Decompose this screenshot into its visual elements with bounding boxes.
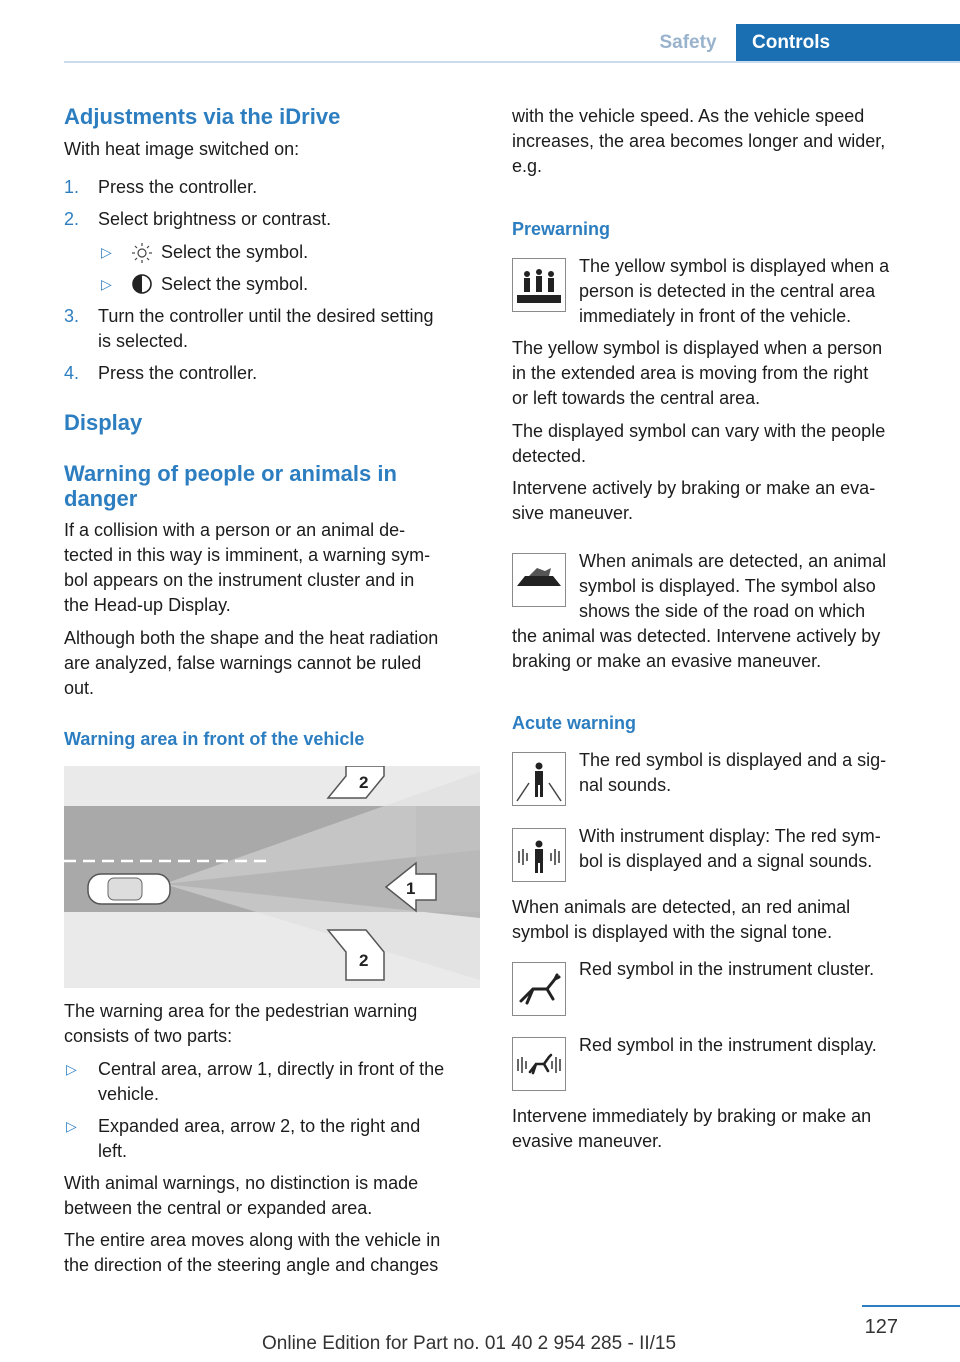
- bullet-central-area: Central area, arrow 1, directly in front of the vehicle.: [98, 1059, 445, 1104]
- paragraph-entire-area: The entire area moves along with the vehicle in the direction of the steering angle and changes: [64, 1230, 441, 1275]
- car-icon: [88, 874, 170, 904]
- step-number: 3.: [64, 306, 80, 326]
- bullet-expanded-area: Expanded area, arrow 2, to the right and left.: [98, 1116, 421, 1161]
- acute-red-symbol-text: The red symbol is displayed and a sig- nal sounds.: [579, 750, 887, 795]
- deer-icon: [512, 962, 566, 1016]
- paragraph-symbol-vary: The displayed symbol can vary with the people detected.: [512, 421, 886, 466]
- animal-icon-text-cont: the animal was detected. Intervene actively by braking or make an evasive maneuver.: [512, 626, 881, 671]
- red-symbol-cluster-text: Red symbol in the instrument cluster.: [579, 959, 875, 979]
- bullet-triangle-icon: ▷: [66, 1061, 77, 1077]
- brightness-icon: [131, 242, 153, 264]
- deer-sound-icon: [512, 1037, 566, 1091]
- arrow-center-label: 1: [406, 879, 416, 898]
- step-text: Turn the controller until the desired setting: [98, 306, 434, 326]
- step-text: Press the controller.: [98, 363, 258, 383]
- heading-warning-cont: danger: [64, 486, 138, 511]
- tab-safety[interactable]: Safety: [659, 32, 717, 53]
- prewarning-icon-text: The yellow symbol is displayed when a person is detected in the central area immediately in front of the vehicle.: [579, 256, 890, 326]
- paragraph-two-parts: The warning area for the pedestrian warning consists of two parts:: [64, 1001, 418, 1046]
- pedestrian-icon: [512, 752, 566, 806]
- paragraph-red-animal: When animals are detected, an red animal symbol is displayed with the signal tone.: [512, 897, 851, 942]
- animal-icon-text: When animals are detected, an animal symbol is displayed. The symbol also shows the side of the road on which: [579, 551, 887, 621]
- red-symbol-display-text: Red symbol in the instrument display.: [579, 1035, 877, 1055]
- heading-display: Display: [64, 410, 143, 435]
- step-text: Select brightness or contrast.: [98, 209, 332, 229]
- step-number: 1.: [64, 177, 80, 197]
- edition-footer: Online Edition for Part no. 01 40 2 954 285 - II/15: [262, 1333, 677, 1354]
- bullet-triangle-icon: ▷: [101, 244, 112, 260]
- footer-rule: [862, 1305, 960, 1307]
- paragraph-intervene: Intervene actively by braking or make an eva- sive maneuver.: [512, 478, 876, 523]
- arrow-bottom-label: 2: [359, 951, 369, 970]
- paragraph-extended-area: The yellow symbol is displayed when a person in the extended area is moving from the right or left towards the central area.: [512, 338, 883, 408]
- paragraph-intervene-immediately: Intervene immediately by braking or make an evasive maneuver.: [512, 1106, 872, 1151]
- acute-instrument-display-text: With instrument display: The red sym- bol is displayed and a signal sounds.: [579, 826, 881, 871]
- paragraph-animal-warnings: With animal warnings, no distinction is made between the central or expanded area.: [64, 1173, 419, 1218]
- paragraph-false-warnings: Although both the shape and the heat radiation are analyzed, false warnings cannot be ruled out.: [64, 628, 439, 698]
- step-text: Press the controller.: [98, 177, 258, 197]
- pedestrian-sound-icon: [512, 828, 566, 882]
- heading-adjustments: Adjustments via the iDrive: [64, 104, 341, 129]
- paragraph-collision: If a collision with a person or an animal de- tected in this way is imminent, a warning sym- bol appears on the instrument cluster and in the Head-up Display.: [64, 520, 431, 615]
- sub-step-text: Select the symbol.: [161, 242, 309, 262]
- animal-road-icon: [512, 553, 566, 607]
- arrow-top-label: 2: [359, 773, 369, 792]
- tab-controls[interactable]: Controls: [736, 24, 960, 62]
- paragraph-vehicle-speed: with the vehicle speed. As the vehicle speed increases, the area becomes longer and wider, e.g.: [512, 106, 886, 176]
- people-group-icon: [512, 258, 566, 312]
- header-rule: [64, 61, 960, 63]
- heat-image-intro: With heat image switched on:: [64, 139, 300, 159]
- bullet-triangle-icon: ▷: [66, 1118, 77, 1134]
- warning-area-diagram: [64, 766, 480, 988]
- step-number: 2.: [64, 209, 80, 229]
- heading-warning-area: Warning area in front of the vehicle: [64, 729, 365, 749]
- contrast-icon: [131, 273, 153, 295]
- heading-acute-warning: Acute warning: [512, 713, 637, 733]
- page-number: 127: [864, 1316, 898, 1338]
- step-text-cont: is selected.: [98, 331, 189, 351]
- sub-step-text: Select the symbol.: [161, 274, 309, 294]
- heading-warning: Warning of people or animals in: [64, 461, 397, 486]
- bullet-triangle-icon: ▷: [101, 276, 112, 292]
- heading-prewarning: Prewarning: [512, 219, 611, 239]
- step-number: 4.: [64, 363, 80, 383]
